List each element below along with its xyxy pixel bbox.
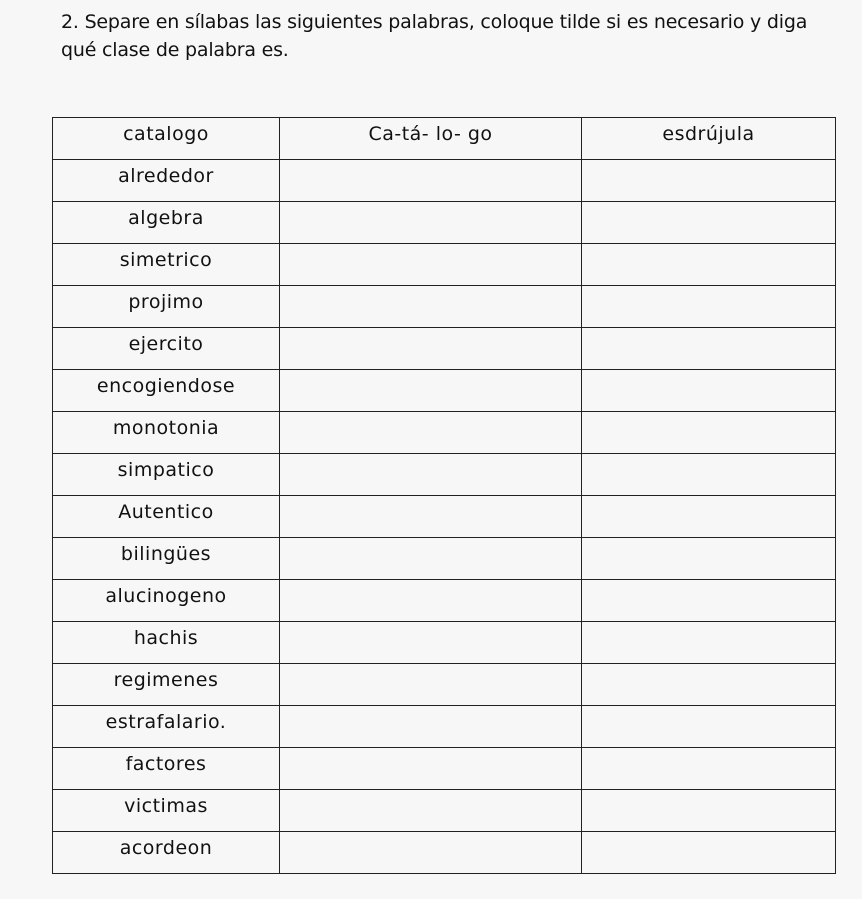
syllables-cell[interactable] <box>280 496 582 538</box>
word-cell: regimenes <box>53 664 280 706</box>
syllables-cell[interactable] <box>280 622 582 664</box>
word-type-cell[interactable] <box>582 580 836 622</box>
word-type-cell[interactable] <box>582 538 836 580</box>
word-cell: factores <box>53 748 280 790</box>
syllables-cell[interactable] <box>280 286 582 328</box>
table-row <box>53 622 836 664</box>
syllables-cell[interactable] <box>280 328 582 370</box>
syllables-cell[interactable] <box>280 580 582 622</box>
word-type-cell[interactable] <box>582 664 836 706</box>
syllables-cell[interactable] <box>280 790 582 832</box>
table-row <box>53 118 836 160</box>
worksheet-body <box>53 118 836 874</box>
table-row <box>53 832 836 874</box>
word-type-cell[interactable] <box>582 202 836 244</box>
syllables-cell[interactable] <box>280 244 582 286</box>
table-row <box>53 370 836 412</box>
syllable-worksheet-table <box>52 117 836 874</box>
word-type-cell[interactable] <box>582 748 836 790</box>
syllables-cell[interactable] <box>280 706 582 748</box>
word-type-cell[interactable] <box>582 454 836 496</box>
syllables-cell[interactable] <box>280 160 582 202</box>
word-cell: victimas <box>53 790 280 832</box>
word-type-cell[interactable] <box>582 160 836 202</box>
syllables-cell[interactable] <box>280 412 582 454</box>
table-row <box>53 454 836 496</box>
word-cell: monotonia <box>53 412 280 454</box>
syllables-cell[interactable] <box>280 748 582 790</box>
word-cell: ejercito <box>53 328 280 370</box>
word-type-cell[interactable] <box>582 370 836 412</box>
word-cell: catalogo <box>53 118 280 160</box>
word-type-cell[interactable] <box>582 286 836 328</box>
table-row <box>53 160 836 202</box>
word-type-cell[interactable] <box>582 706 836 748</box>
table-row <box>53 538 836 580</box>
table-row <box>53 706 836 748</box>
word-cell: algebra <box>53 202 280 244</box>
word-type-cell[interactable] <box>582 832 836 874</box>
table-row <box>53 580 836 622</box>
syllables-cell[interactable] <box>280 664 582 706</box>
syllables-cell[interactable] <box>280 832 582 874</box>
word-cell: simpatico <box>53 454 280 496</box>
word-type-cell[interactable]: esdrújula <box>582 118 836 160</box>
word-cell: alrededor <box>53 160 280 202</box>
syllables-cell[interactable] <box>280 454 582 496</box>
table-row <box>53 496 836 538</box>
syllables-cell[interactable] <box>280 370 582 412</box>
table-row <box>53 748 836 790</box>
word-cell: encogiendose <box>53 370 280 412</box>
word-cell: acordeon <box>53 832 280 874</box>
word-cell: bilingües <box>53 538 280 580</box>
table-row <box>53 286 836 328</box>
table-row <box>53 328 836 370</box>
word-cell: simetrico <box>53 244 280 286</box>
word-type-cell[interactable] <box>582 244 836 286</box>
word-type-cell[interactable] <box>582 328 836 370</box>
instruction-text: 2. Separe en sílabas las siguientes palabras, coloque tilde si es necesario y diga qué clase de palabra es. <box>61 11 808 61</box>
syllables-cell[interactable] <box>280 202 582 244</box>
syllables-cell[interactable]: Ca-tá- lo- go <box>280 118 582 160</box>
table-row <box>53 202 836 244</box>
word-type-cell[interactable] <box>582 790 836 832</box>
word-cell: hachis <box>53 622 280 664</box>
word-cell: Autentico <box>53 496 280 538</box>
table-row <box>53 790 836 832</box>
table-row <box>53 412 836 454</box>
word-cell: projimo <box>53 286 280 328</box>
word-type-cell[interactable] <box>582 496 836 538</box>
table-row <box>53 244 836 286</box>
word-type-cell[interactable] <box>582 622 836 664</box>
word-cell: estrafalario. <box>53 706 280 748</box>
word-cell: alucinogeno <box>53 580 280 622</box>
syllables-cell[interactable] <box>280 538 582 580</box>
word-type-cell[interactable] <box>582 412 836 454</box>
table-row <box>53 664 836 706</box>
